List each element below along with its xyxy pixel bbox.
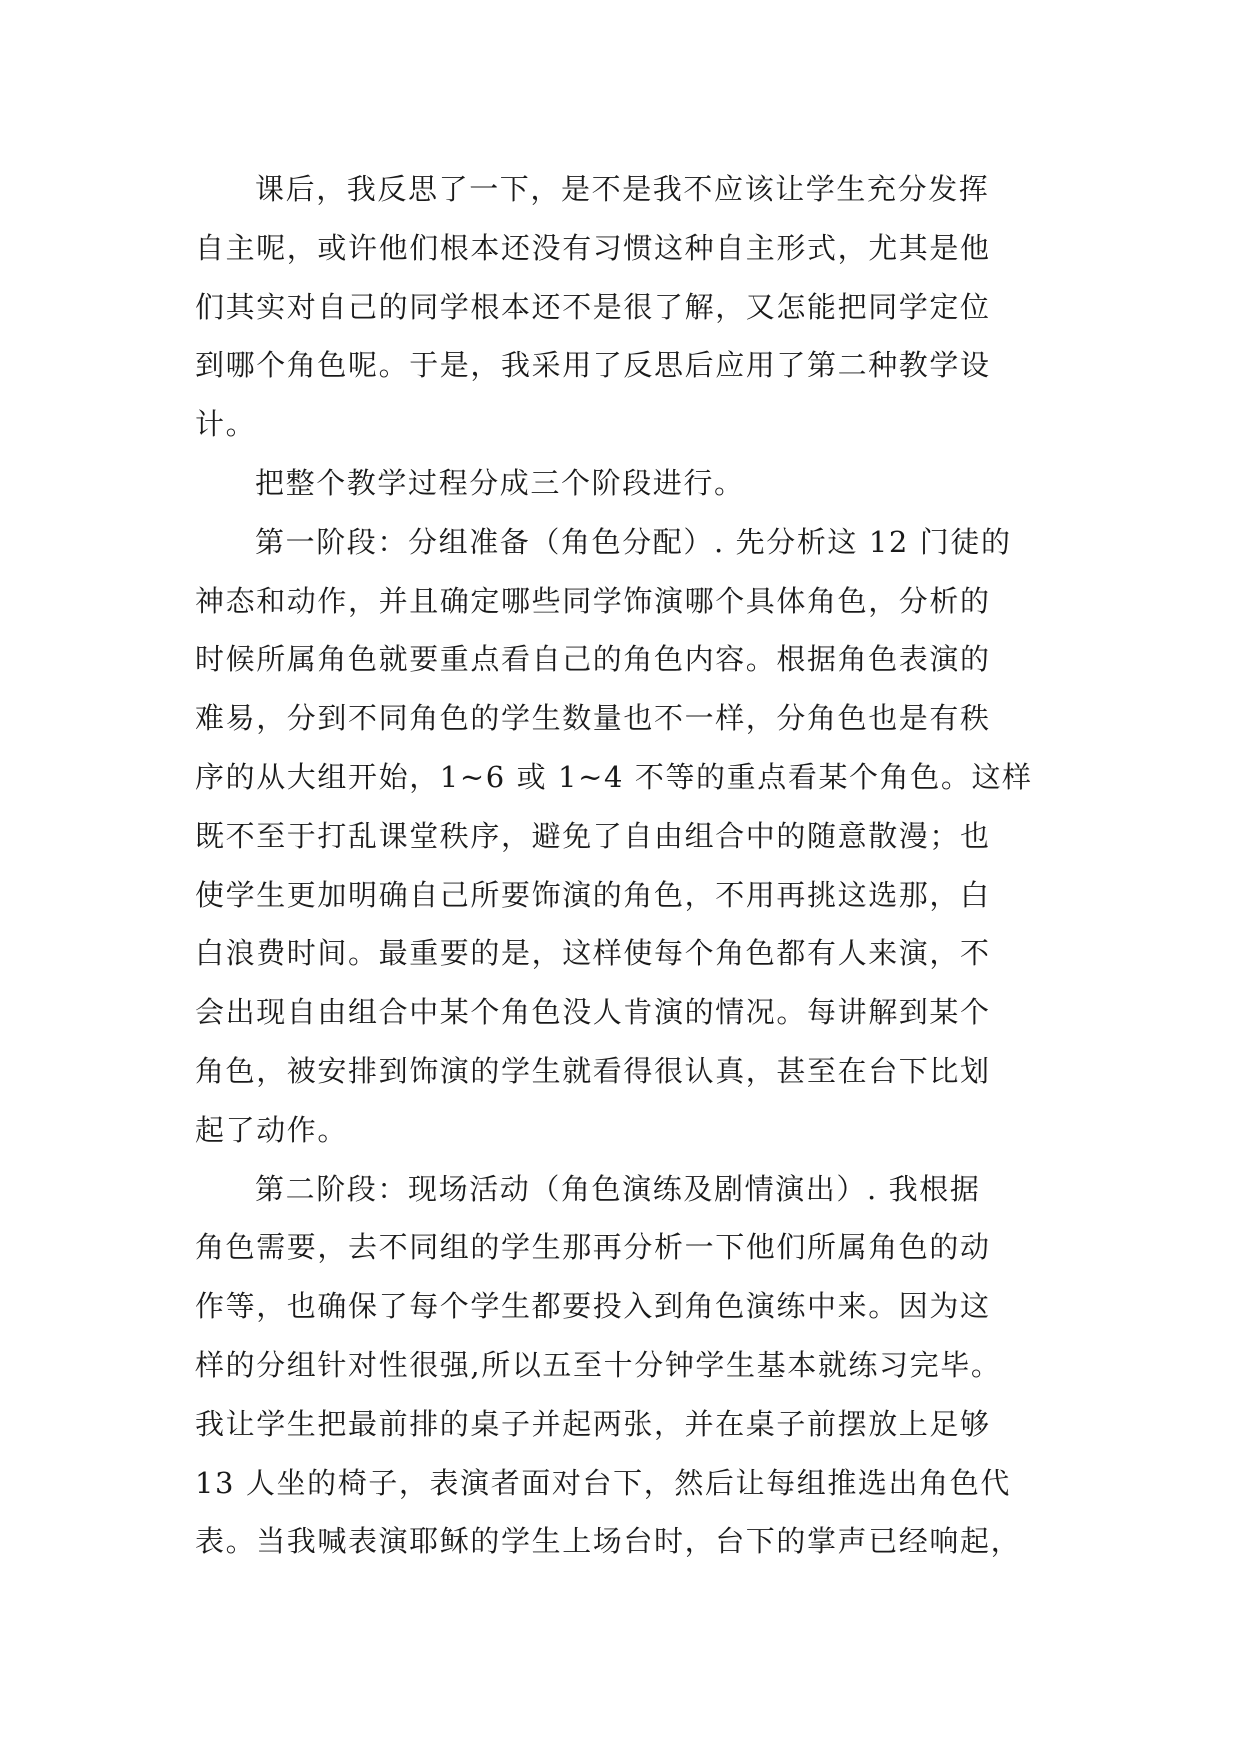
paragraph-line: 到哪个角色呢。于是，我采用了反思后应用了第二种教学设 bbox=[195, 348, 991, 383]
paragraph-line: 表。当我喊表演耶稣的学生上场台时，台下的掌声已经响起， bbox=[195, 1524, 1022, 1559]
paragraph-line: 把整个教学过程分成三个阶段进行。 bbox=[255, 465, 745, 500]
paragraph-line: 角色，被安排到饰演的学生就看得很认真，甚至在台下比划 bbox=[195, 1053, 991, 1088]
paragraph-line: 们其实对自己的同学根本还不是很了解，又怎能把同学定位 bbox=[195, 289, 991, 324]
paragraph-line: 计。 bbox=[195, 407, 257, 442]
paragraph-line: 作等，也确保了每个学生都要投入到角色演练中来。因为这 bbox=[195, 1289, 991, 1324]
paragraph-line: 课后，我反思了一下，是不是我不应该让学生充分发挥 bbox=[255, 172, 990, 206]
paragraph-line: 时候所属角色就要重点看自己的角色内容。根据角色表演的 bbox=[195, 642, 991, 677]
paragraph-line: 使学生更加明确自己所要饰演的角色，不用再挑这选那，白 bbox=[195, 877, 991, 912]
paragraph-line: 起了动作。 bbox=[195, 1112, 349, 1147]
paragraph-line: 第一阶段：分组准备（角色分配）. 先分析这 12 门徒的 bbox=[255, 524, 1012, 559]
paragraph-line: 样的分组针对性很强,所以五至十分钟学生基本就练习完毕。 bbox=[195, 1347, 1002, 1382]
paragraph-line: 序的从大组开始，1~6 或 1~4 不等的重点看某个角色。这样 bbox=[195, 759, 1033, 794]
paragraph-line: 难易，分到不同角色的学生数量也不一样，分角色也是有秩 bbox=[195, 701, 991, 736]
paragraph-line: 白浪费时间。最重要的是，这样使每个角色都有人来演，不 bbox=[195, 936, 991, 971]
paragraph-line: 会出现自由组合中某个角色没人肯演的情况。每讲解到某个 bbox=[195, 995, 991, 1030]
document-body bbox=[195, 160, 1055, 1571]
paragraph-line: 神态和动作，并且确定哪些同学饰演哪个具体角色，分析的 bbox=[195, 583, 991, 618]
paragraph-line: 第二阶段：现场活动（角色演练及剧情演出）. 我根据 bbox=[255, 1171, 981, 1206]
paragraph-line: 角色需要，去不同组的学生那再分析一下他们所属角色的动 bbox=[195, 1230, 991, 1265]
paragraph-line: 13 人坐的椅子，表演者面对台下，然后让每组推选出角色代 bbox=[195, 1465, 1011, 1500]
paragraph-line: 自主呢，或许他们根本还没有习惯这种自主形式，尤其是他 bbox=[195, 230, 991, 265]
paragraph-line: 既不至于打乱课堂秩序，避免了自由组合中的随意散漫；也 bbox=[195, 818, 991, 853]
paragraph-line: 我让学生把最前排的桌子并起两张，并在桌子前摆放上足够 bbox=[195, 1406, 991, 1441]
